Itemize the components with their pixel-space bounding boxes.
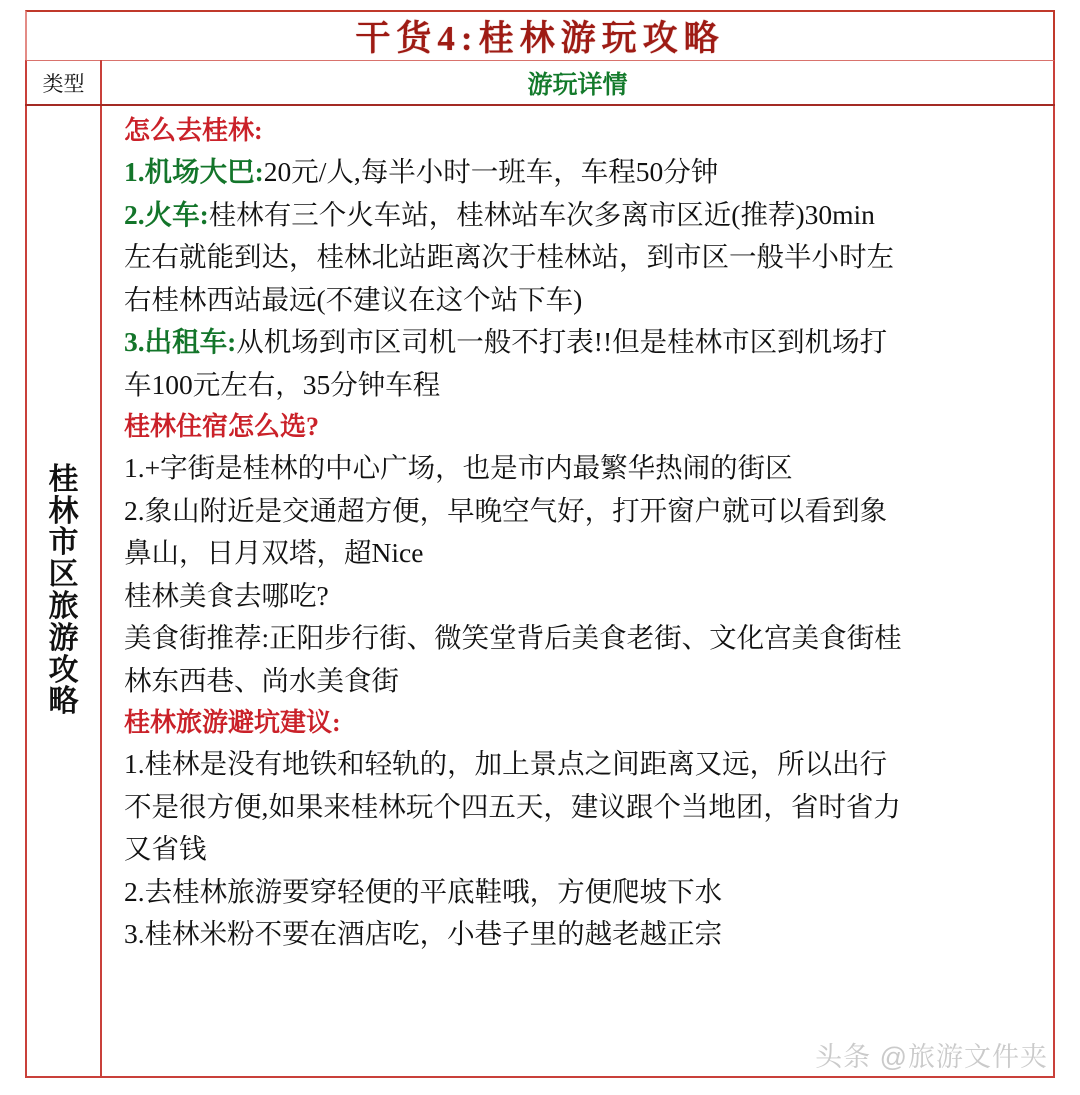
category-char: 略 (48, 685, 79, 719)
item-label: 1.机场大巴: (124, 156, 264, 187)
category-char: 桂 (48, 462, 79, 496)
table-header-divider (25, 104, 1055, 106)
table-column-divider (100, 60, 102, 1078)
category-char: 游 (48, 621, 79, 655)
section-heading: 怎么去桂林: (124, 116, 263, 145)
content-line: 又省钱 (124, 833, 207, 864)
item-label: 2.火车: (124, 198, 209, 230)
item-label: 3.出租车: (124, 326, 237, 357)
content-line: 桂林美食去哪吃? (124, 579, 329, 611)
content-line (124, 194, 1044, 237)
content-line: 1.桂林是没有地铁和轻轨的，加上景点之间距离又远，所以出行 (124, 748, 888, 779)
category-vertical-chars (49, 464, 79, 718)
content-line (124, 151, 1044, 194)
content-line: 车100元左右，35分钟车程 (124, 368, 441, 400)
section-heading: 桂林旅游避坑建议: (124, 708, 341, 737)
item-text: 桂林有三个火车站，桂林站车次多离市区近(推荐)30min (208, 198, 875, 230)
content-line: 美食街推荐:正阳步行街、微笑堂背后美食老街、文化宫美食街桂 (124, 622, 902, 653)
category-vertical-label (27, 104, 100, 1078)
item-text: 从机场到市区司机一般不打表!!但是桂林市区到机场打 (236, 326, 888, 357)
content-line: 左右就能到达，桂林北站距离次于桂林站，到市区一般半小时左 (124, 241, 894, 272)
section-heading: 桂林住宿怎么选? (124, 412, 320, 441)
content-line: 林东西巷、尚水美食街 (124, 664, 399, 696)
content-line: 右桂林西站最远(不建议在这个站下车) (124, 283, 583, 315)
content-line (124, 321, 1044, 364)
content-line: 不是很方便,如果来桂林玩个四五天，建议跟个当地团，省时省力 (124, 790, 901, 822)
content-line: 2.去桂林旅游要穿轻便的平底鞋哦，方便爬坡下水 (124, 875, 723, 907)
content-line: 3.桂林米粉不要在酒店吃，小巷子里的越老越正宗 (124, 918, 723, 949)
category-char: 攻 (48, 653, 79, 687)
watermark: 头条 @旅游文件夹 (815, 1042, 1048, 1072)
category-char: 市 (48, 526, 79, 560)
category-char: 区 (48, 558, 79, 592)
category-char: 旅 (48, 590, 79, 623)
document-title-row (25, 10, 1055, 60)
content-line: 2.象山附近是交通超方便，早晚空气好，打开窗户就可以看到象 (124, 494, 888, 526)
guide-content-body (124, 110, 1044, 956)
category-char: 林 (48, 494, 79, 528)
item-text: 20元/人,每半小时一班车，车程50分钟 (263, 156, 719, 187)
table-header-detail: 游玩详情 (527, 72, 628, 99)
page-title: 干货4:桂林游玩攻略 (355, 19, 725, 58)
table-header-type: 类型 (42, 72, 85, 96)
content-line: 1.+字街是桂林的中心广场，也是市内最繁华热闹的街区 (124, 452, 793, 483)
content-line: 鼻山，日月双塔，超Nice (124, 537, 424, 568)
